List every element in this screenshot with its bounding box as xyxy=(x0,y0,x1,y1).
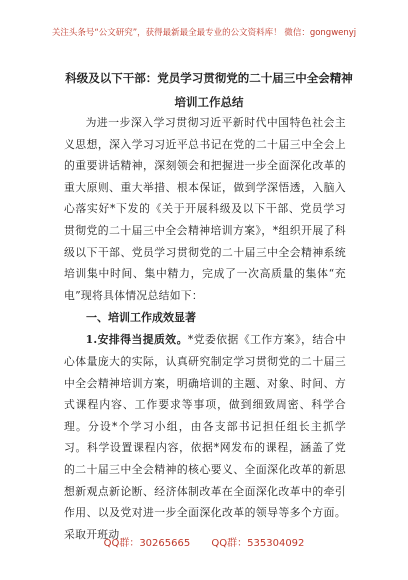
item-text: *党委依据《工作方案》，结合中心体量庞大的实际，认真研究制定学习贯彻党的二十届三中全会精神培训方案，明确培训的主题、对象、时间、方式课程内容、工作要求等事项，做到细致周密、科学合理。分设*个学习小组，由各支部书记担任组长主抓学习。科学设置课程内容，依据*网发布的课程，涵盖了党的二十届三中全会精神的核心要义、全面深化改革的新思想新观点新论断、经济体制改革在全面深化改革中的牵引作用、以及党对进一步全面深化改革的领导等多个方面。采取开班动 xyxy=(64,333,346,541)
item-paragraph xyxy=(64,329,346,545)
header-note: 关注头条号“公文研究”，获得最新最全最专业的公文资料库！ 微信：gongwenyj xyxy=(51,28,357,38)
section-heading: 一、培训工作成效显著 xyxy=(86,311,196,325)
footer-qq-2: QQ群：535304092 xyxy=(211,538,305,549)
footer xyxy=(0,534,408,549)
item-lead: 1.安排得当提质效。 xyxy=(85,333,188,347)
footer-qq-1: QQ群：30265665 xyxy=(103,538,191,549)
document-body xyxy=(64,112,346,545)
document-title: 科级及以下干部：党员学习贯彻党的二十届三中全会精神培训工作总结 xyxy=(65,71,353,109)
intro-paragraph: 为进一步深入学习贯彻习近平新时代中国特色社会主义思想，深入学习习近平总书记在党的二十届三中全会上的重要讲话精神，深刻领会和把握进一步全面深化改革的重大原则、重大举措、根本保证，做到学深悟透，入脑入心落实好*下发的《关于开展科级及以下干部、党员学习贯彻党的二十届三中全会精神培训方案》，*组织开展了科级以下干部、党员学习贯彻党的二十届三中全会精神系统培训集中时间、集中精力，完成了一次高质量的集体“充电”现将具体情况总结如下： xyxy=(64,116,346,302)
